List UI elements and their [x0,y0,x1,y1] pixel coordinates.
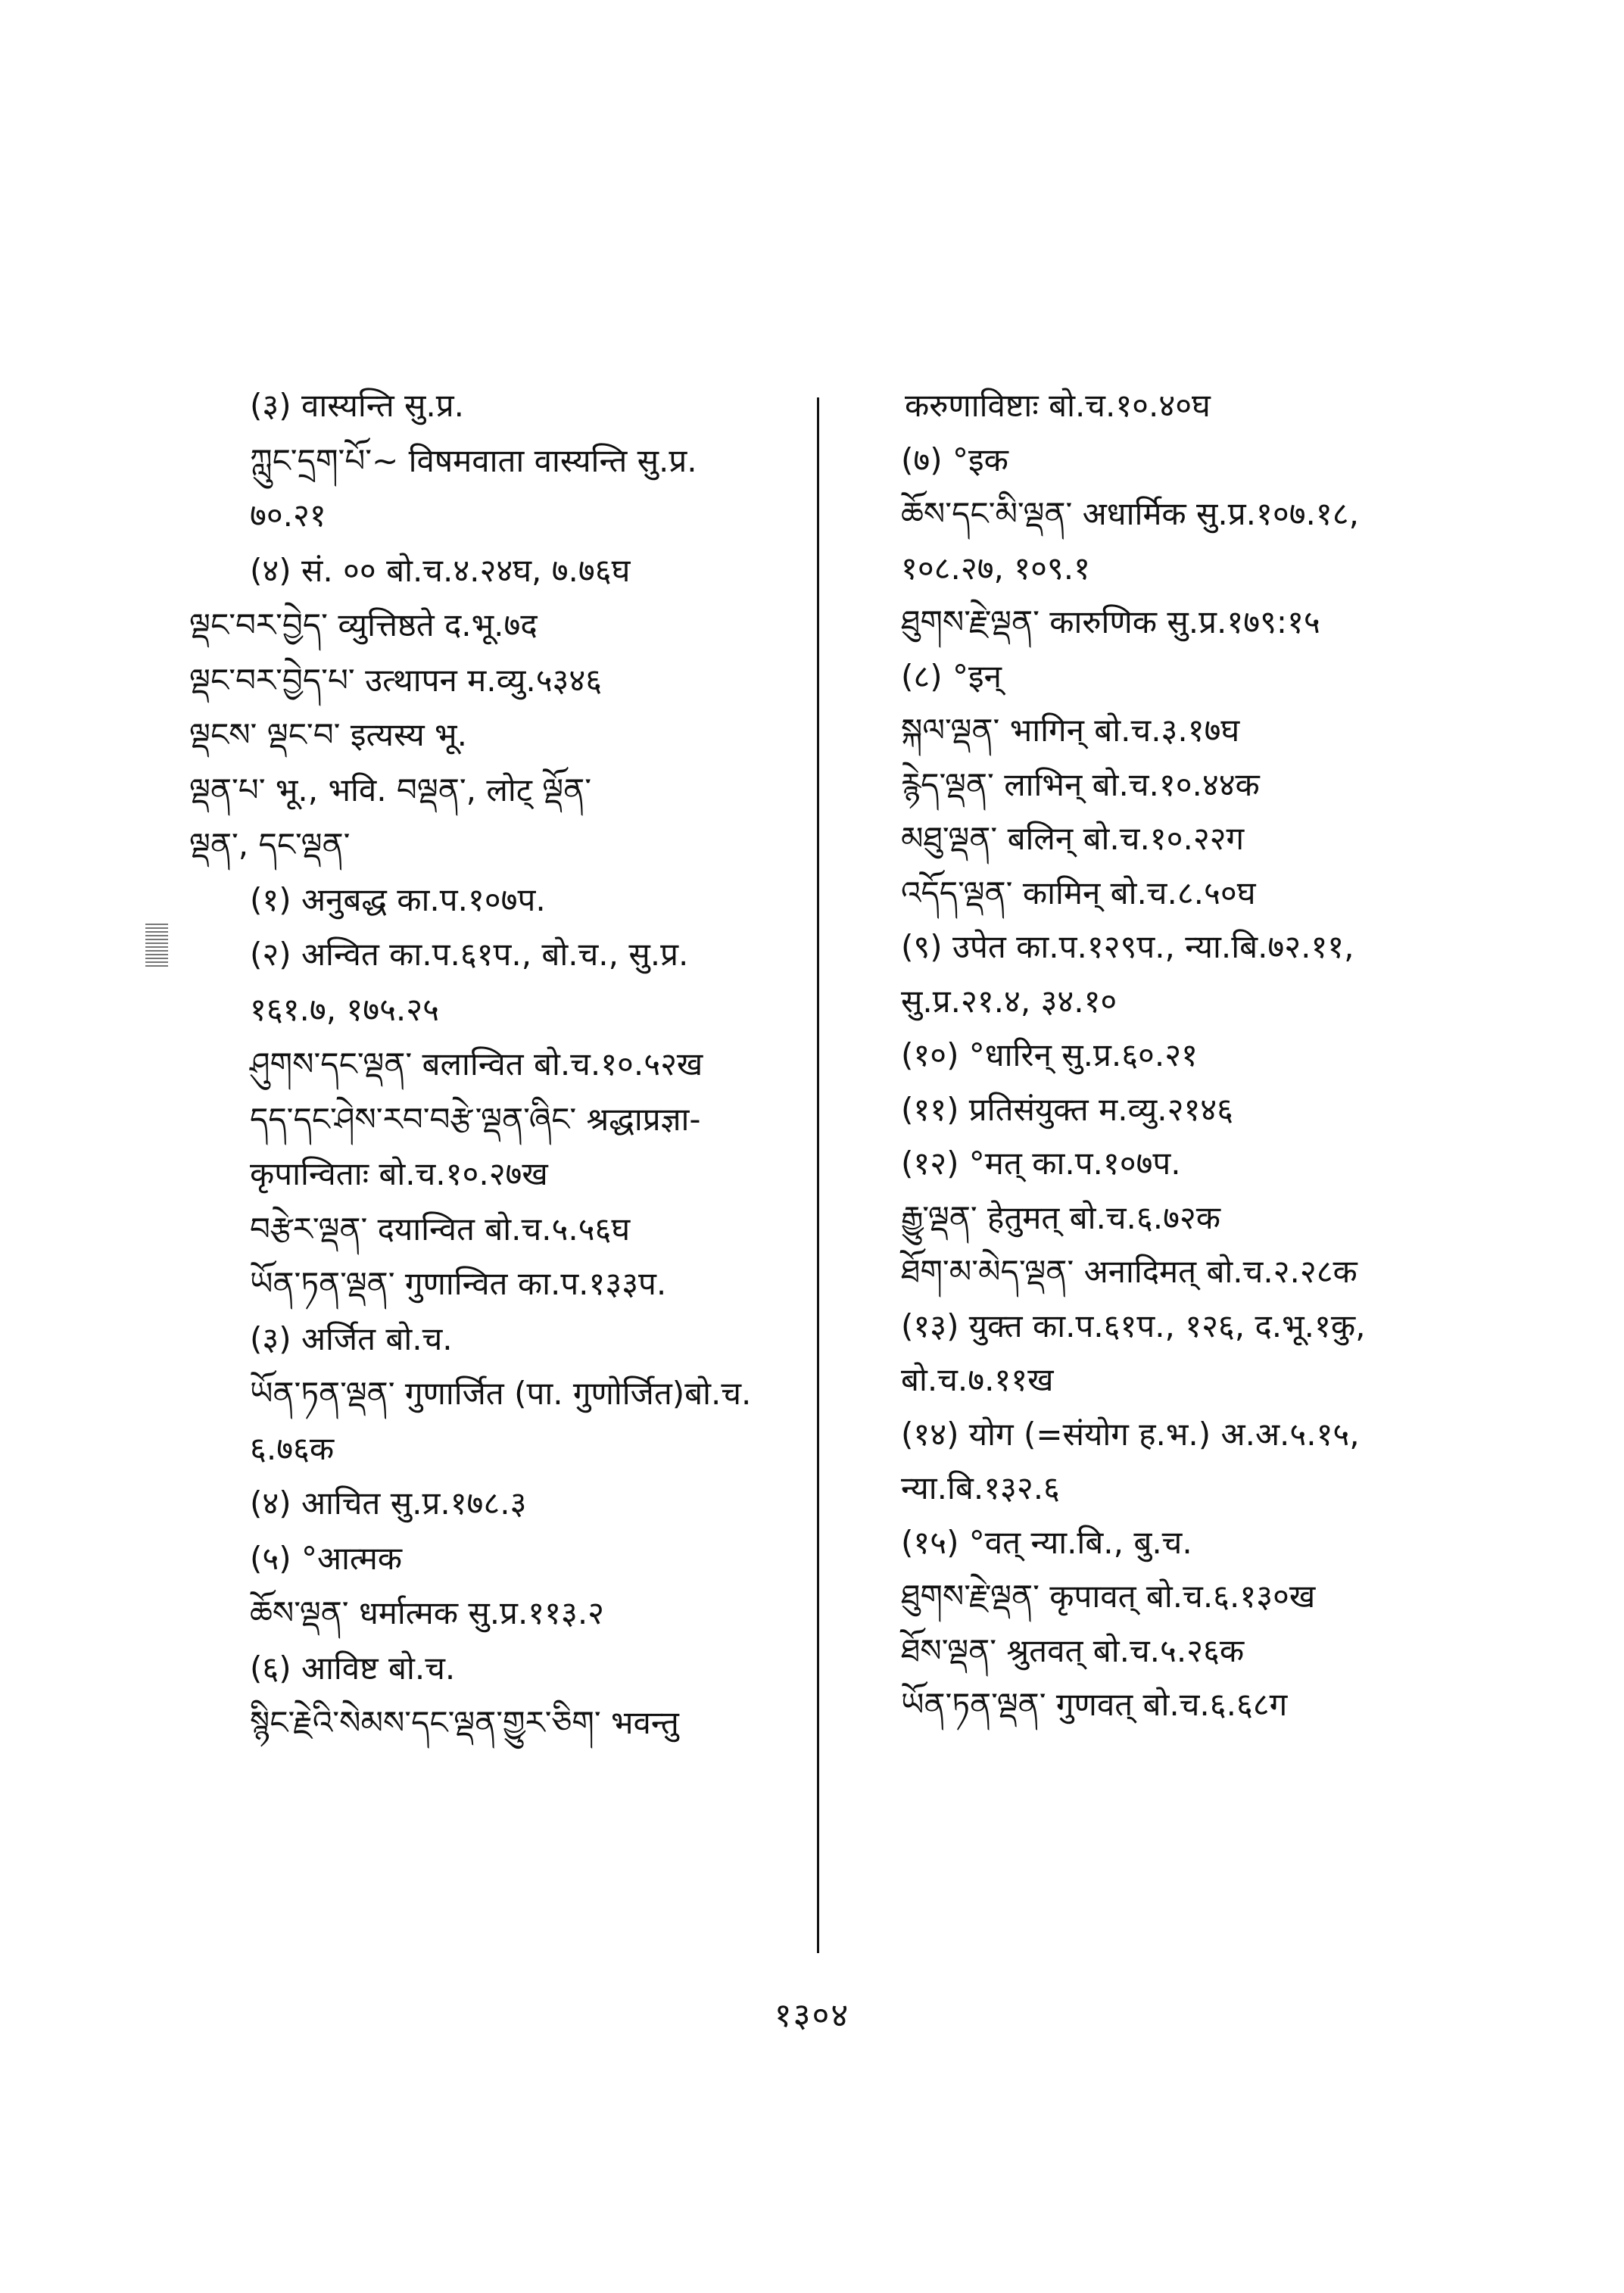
entry-line: (१३) युक्त का.प.६१प., १२६, द.भू.१कु, [901,1307,1366,1344]
right-column [893,379,1469,1732]
entry-line: (१२) °मत् का.प.१०७प. [901,1145,1181,1182]
left-column [167,379,803,1751]
entry-line: ཀླུང་དྲག་པོ་~ विषमवाता वास्यन्ति सु.प्र. [250,441,697,479]
entry-line: बो.च.७.११ख [901,1361,1054,1398]
page-number: १३०४ [774,1996,850,2035]
entry-line: མཐུ་ལྡན་ बलिन् बो.च.१०.२२ग [901,820,1245,857]
entry-line: (७) °इक [901,441,1008,478]
entry-line: (१०) °धारिन् सु.प्र.६०.२१ [901,1036,1198,1073]
entry-line: དད་དང་ཤེས་རབ་བརྩེ་ལྡན་ཞིང་ श्रद्धाप्रज्ञा- [250,1100,701,1138]
entry-line: (३) अर्जित बो.च. [250,1319,453,1357]
entry-line: कृपान्विताः बो.च.१०.२७ख [250,1155,548,1192]
entry-line: १०८.२७, १०९.१ [901,549,1090,587]
entry-line: ཐོག་མ་མེད་ལྡན་ अनादिमत् बो.च.२.२८क [901,1253,1357,1290]
entry-line: ཐོས་ལྡན་ श्रुतवत् बो.च.५.२६क [901,1631,1245,1669]
margin-mark [145,924,168,969]
entry-line: (४) आचित सु.प्र.१७८.३ [250,1485,527,1522]
column-divider [817,397,819,1953]
entry-line: सु.प्र.२१.४, ३४.१० [901,982,1117,1020]
entry-line: སྙིང་རྗེའི་སེམས་དང་ལྡན་གྱུར་ཅིག་ भवन्तु [250,1704,679,1741]
entry-line: ལྡན་པ་ भू., भवि. བལྡན་, लोट् ལྡོན་ [189,771,592,808]
entry-line: ལྡན་, དང་ལྡན་ [189,826,351,863]
entry-line: ཆོས་ལྡན་ धर्मात्मक सु.प्र.११३.२ [250,1594,605,1631]
entry-line: ཡོན་ཏན་ལྡན་ गुणान्वित का.प.१३३प. [250,1265,667,1302]
entry-line: (१५) °वत् न्या.बि., बु.च. [901,1523,1192,1561]
entry-line: ལྡང་བར་བྱེད་པ་ उत्थापन म.व्यु.५३४६ [189,661,603,699]
entry-line: ७०.२१ [250,497,326,534]
entry-line: (४) सं. ०० बो.च.४.२४घ, ७.७६घ [250,551,631,589]
entry-line: རྒྱུ་ལྡན་ हेतुमत् बो.च.६.७२क [901,1198,1221,1236]
entry-line: ཆོས་དང་མི་ལྡན་ अधार्मिक सु.प्र.१०७.१८, [901,495,1359,532]
entry-line: (५) °आत्मक [250,1539,403,1577]
entry-line: སྐལ་ལྡན་ भागिन् बो.च.३.१७घ [901,712,1240,749]
entry-line: १६१.७, १७५.२५ [250,990,439,1028]
entry-line: རྙེད་ལྡན་ लाभिन् बो.च.१०.४४क [901,765,1260,803]
entry-line: न्या.बि.१३२.६ [901,1469,1060,1506]
entry-line: (६) आविष्ट बो.च. [250,1649,456,1687]
entry-line: ཤུགས་དང་ལྡན་ बलान्वित बो.च.१०.५२ख [250,1045,703,1083]
entry-line: (८) °इन् [901,657,1002,695]
entry-line: (३) वास्यन्ति सु.प्र. [250,387,464,424]
entry-line: (२) अन्वित का.प.६१प., बो.च., सु.प्र. [250,936,689,973]
entry-line: ཡོན་ཏན་ལྡན་ गुणवत् बो.च.६.६८ग [901,1686,1288,1723]
entry-line: ६.७६क [250,1429,335,1467]
entry-line: (९) उपेत का.प.१२९प., न्या.बि.७२.११, [901,928,1354,965]
entry-line: ཐུགས་རྗེ་ལྡན་ कारुणिक सु.प्र.१७९:१५ [901,603,1320,640]
entry-line: ཡོན་ཏན་ལྡན་ गुणार्जित (पा. गुणोर्जित)बो.च. [250,1375,752,1412]
entry-line: ལྡངས་ ལྡང་བ་ इत्यस्य भू. [189,716,467,753]
entry-line: ཐུགས་རྗེ་ལྡན་ कृपावत् बो.च.६.१३०ख [901,1578,1316,1615]
entry-line: (१) अनुबद्ध का.प.१०७प. [250,880,546,918]
entry-line: ལྡང་བར་བྱེད་ व्युत्तिष्ठते द.भू.७द [189,606,538,643]
entry-line: བརྩེར་ལྡན་ दयान्वित बो.च.५.५६घ [250,1210,631,1248]
entry-line: करुणाविष्टाः बो.च.१०.४०घ [905,387,1211,424]
entry-line: (११) प्रतिसंयुक्त म.व्यु.२१४६ [901,1090,1233,1128]
entry-line: འདོད་ལྡན་ कामिन् बो.च.८.५०घ [901,874,1256,911]
entry-line: (१४) योग (=संयोग ह.भ.) अ.अ.५.१५, [901,1415,1360,1453]
